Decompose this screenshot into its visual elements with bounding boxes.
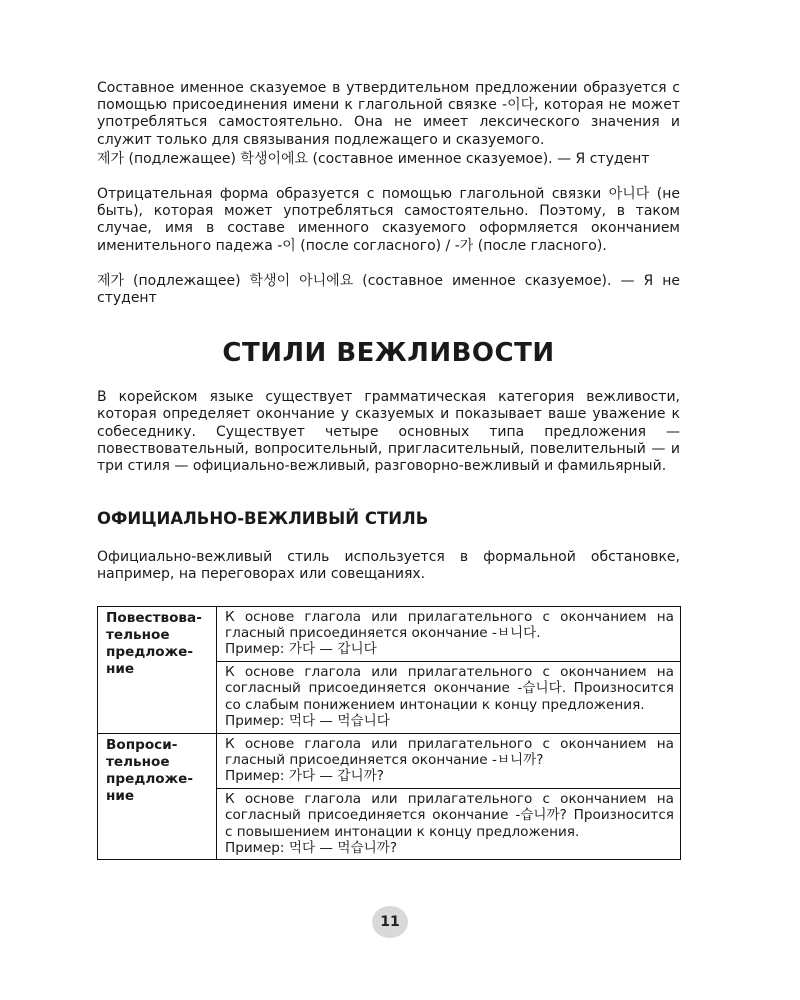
subsection-text: Официально-вежливый стиль используется в формальной обстановке, например, на переговорах или совещаниях. bbox=[97, 549, 680, 583]
rule-cell bbox=[217, 606, 681, 661]
category-declarative: Повествова-тельное предложе-ние bbox=[98, 606, 217, 733]
category-interrogative: Вопроси-тельное предложе-ние bbox=[98, 733, 217, 860]
rule-cell bbox=[217, 733, 681, 788]
politeness-rules-table bbox=[97, 606, 681, 861]
page-number: 11 bbox=[372, 906, 408, 938]
subsection-title: ОФИЦИАЛЬНО-ВЕЖЛИВЫЙ СТИЛЬ bbox=[97, 509, 429, 529]
table-row bbox=[98, 733, 681, 788]
rule-example: Пример: 가다 — 갑니까? bbox=[225, 768, 384, 785]
paragraph-compound-predicate: Составное именное сказуемое в утвердительном предложении образуется с помощью присоединения имени к глагольной связке -이다, которая не может употребляться самостоятельно. Она не имеет лексического значения и служит только для связывания подлежащего и сказуемого. bbox=[97, 80, 680, 148]
rule-cell bbox=[217, 788, 681, 860]
section-intro: В корейском языке существует грамматическая категория вежливости, которая определяет окончание у сказуемых и показывает ваше уважение к собеседнику. Существует четыре основных типа предложения — повествовательный, вопросительный, пригласительный, повелительный — и три стиля — официально-вежливый, разговорно-вежливый и фамильярный. bbox=[97, 389, 680, 475]
rule-example: Пример: 먹다 — 먹습니까? bbox=[225, 839, 398, 856]
rule-text: К основе глагола или прилагательного с окончанием на согласный присоединяется окончание -습니다. Произносится со слабым понижением интонации к концу предложения. bbox=[225, 663, 674, 713]
rule-text: К основе глагола или прилагательного с окончанием на гласный присоединяется окончание -ㅂ니다. bbox=[225, 608, 674, 642]
rule-example: Пример: 먹다 — 먹습니다 bbox=[225, 713, 390, 730]
paragraph-negative-form: Отрицательная форма образуется с помощью глагольной связки 아니다 (не быть), которая может употребляться самостоятельно. Поэтому, в таком случае, имя в составе именного сказуемого оформляется окончанием именительного падежа -이 (после согласного) / -가 (после гласного). bbox=[97, 186, 680, 254]
rule-cell bbox=[217, 661, 681, 733]
rule-text: К основе глагола или прилагательного с окончанием на согласный присоединяется окончание -습니까? Произносится с повышением интонации к концу предложения. bbox=[225, 790, 674, 840]
example-affirmative: 제가 (подлежащее) 학생이에요 (составное именное сказуемое). — Я студент bbox=[97, 150, 650, 167]
page-content bbox=[97, 80, 680, 860]
section-title: СТИЛИ ВЕЖЛИВОСТИ bbox=[222, 338, 555, 369]
table-row bbox=[98, 606, 681, 661]
example-negative: 제가 (подлежащее) 학생이 아니에요 (составное именное сказуемое). — Я не студент bbox=[97, 272, 680, 307]
rule-text: К основе глагола или прилагательного с окончанием на гласный присоединяется окончание -ㅂ니까? bbox=[225, 735, 674, 768]
rule-example: Пример: 가다 — 갑니다 bbox=[225, 641, 377, 658]
